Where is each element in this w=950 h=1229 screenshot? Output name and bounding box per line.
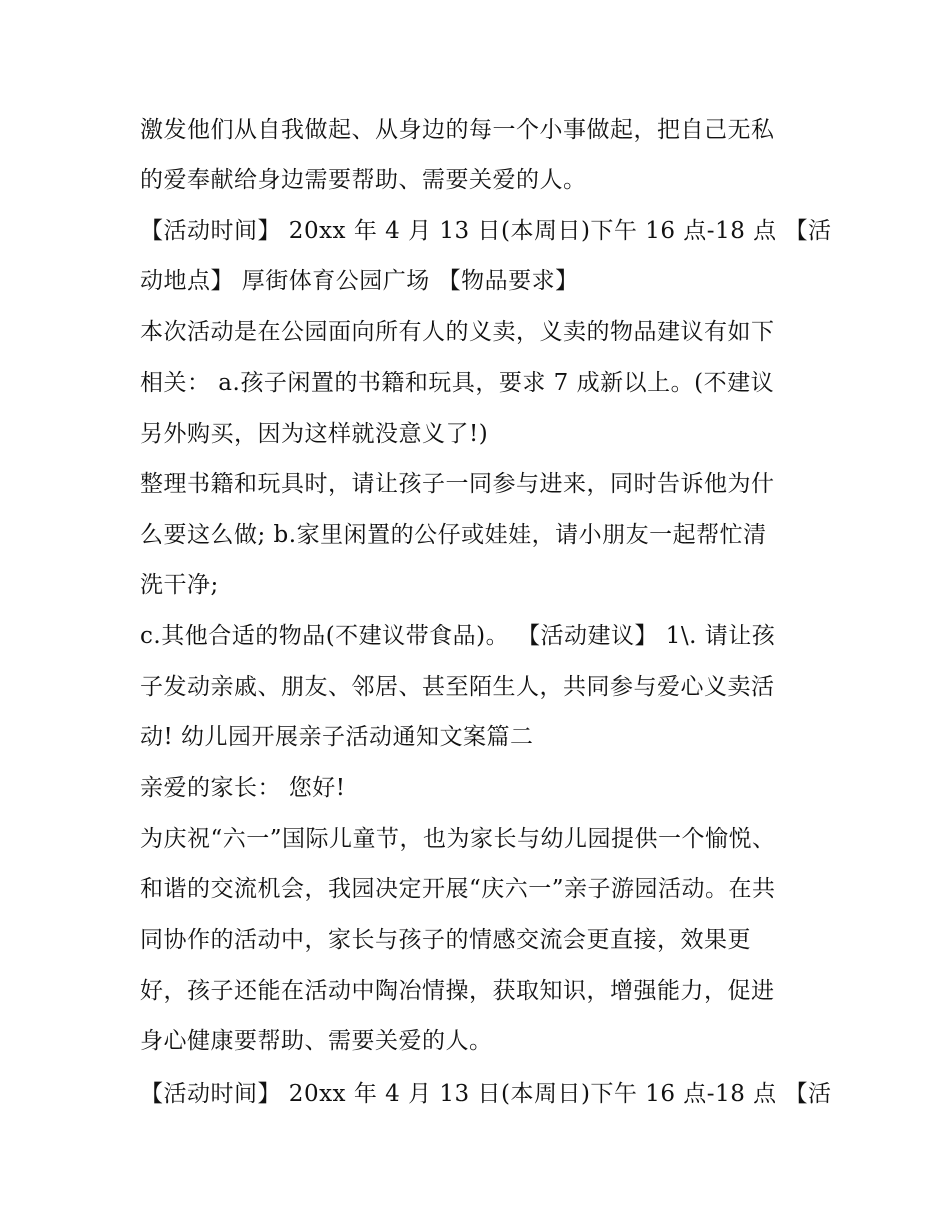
text-line: 同协作的活动中，家长与孩子的情感交流会更直接，效果更 [140,927,751,953]
text-line: 另外购买，因为这样就没意义了!) [140,421,489,447]
text-line: 【活动时间】 20xx 年 4 月 13 日(本周日)下午 16 点-18 点 【活 [140,218,832,244]
text-line: 动! 幼儿园开展亲子活动通知文案篇二 [140,724,534,750]
text-line: 【活动时间】 20xx 年 4 月 13 日(本周日)下午 16 点-18 点 【活 [140,1081,832,1107]
text-line: 的爱奉献给身边需要帮助、需要关爱的人。 [140,167,587,193]
text-line: 动地点】 厚街体育公园广场 【物品要求】 [140,268,579,294]
text-line: 激发他们从自我做起、从身边的每一个小事做起，把自己无私 [140,117,775,143]
text-line: c.其他合适的物品(不建议带食品)。 【活动建议】 1\. 请让孩 [140,623,776,649]
text-line: 好，孩子还能在活动中陶冶情操，获取知识，增强能力，促进 [140,978,775,1004]
text-line: 和谐的交流机会，我园决定开展“庆六一”亲子游园活动。在共 [140,876,776,902]
text-line: 相关： a.孩子闲置的书籍和玩具，要求 7 成新以上。(不建议 [140,370,775,396]
text-line: 子发动亲戚、朋友、邻居、甚至陌生人，共同参与爱心义卖活 [140,674,775,700]
text-line: 整理书籍和玩具时，请让孩子一同参与进来，同时告诉他为什 [140,471,775,497]
text-line: 本次活动是在公园面向所有人的义卖，义卖的物品建议有如下 [140,319,775,345]
text-line: 为庆祝“六一”国际儿童节，也为家长与幼儿园提供一个愉悦、 [140,826,776,852]
text-line: 么要这么做; b.家里闲置的公仔或娃娃，请小朋友一起帮忙清 [140,522,767,548]
text-line: 亲爱的家长： 您好! [140,775,346,801]
text-line: 身心健康要帮助、需要关爱的人。 [140,1028,493,1054]
text-line: 洗干净; [140,572,219,598]
